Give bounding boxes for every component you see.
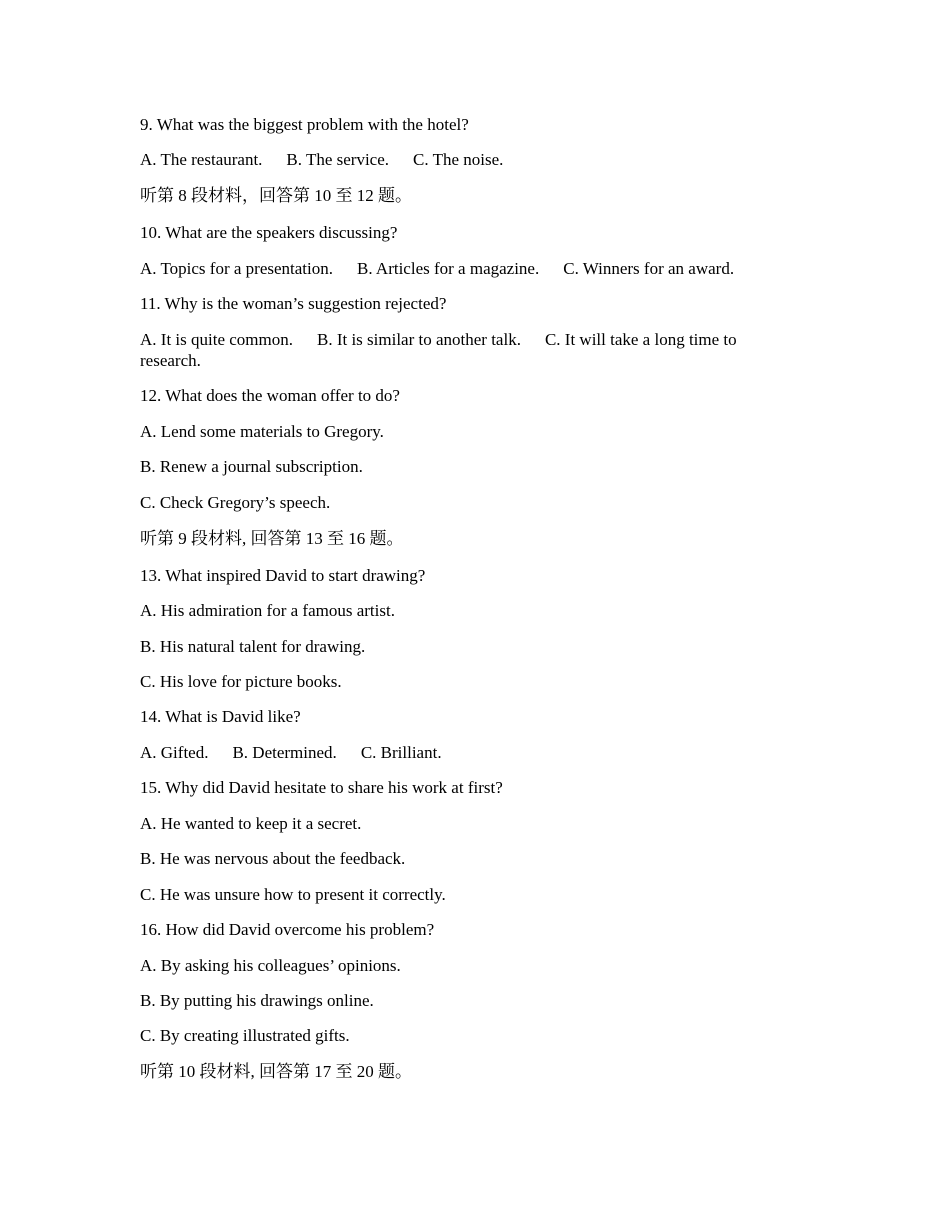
option-c: C. Winners for an award. bbox=[563, 259, 735, 278]
option-a: A. Gifted. bbox=[140, 743, 209, 762]
option-b: B. The service. bbox=[286, 150, 390, 169]
question-10: 10. What are the speakers discussing? bbox=[140, 223, 398, 242]
option-b: B. His natural talent for drawing. bbox=[140, 637, 366, 656]
option-a: A. It is quite common. bbox=[140, 330, 293, 349]
option-a: A. Lend some materials to Gregory. bbox=[140, 422, 384, 441]
question-9: 9. What was the biggest problem with the hotel? bbox=[140, 115, 469, 134]
option-b: B. Articles for a magazine. bbox=[357, 259, 540, 278]
question-14-options bbox=[140, 742, 442, 763]
question-14: 14. What is David like? bbox=[140, 707, 301, 726]
option-b: B. Renew a journal subscription. bbox=[140, 457, 363, 476]
option-a: A. Topics for a presentation. bbox=[140, 259, 334, 278]
option-c: C. It will take a long time to research. bbox=[140, 330, 737, 370]
option-c: C. Brilliant. bbox=[360, 743, 442, 762]
section-heading-8: 听第 8 段材料，回答第 10 至 12 题。 bbox=[140, 186, 412, 205]
option-b: B. By putting his drawings online. bbox=[140, 991, 374, 1010]
option-b: B. It is similar to another talk. bbox=[316, 330, 521, 349]
option-c: C. Check Gregory’s speech. bbox=[140, 493, 331, 512]
question-12: 12. What does the woman offer to do? bbox=[140, 386, 400, 405]
option-c: C. By creating illustrated gifts. bbox=[140, 1026, 350, 1045]
section-heading-9: 听第 9 段材料, 回答第 13 至 16 题。 bbox=[140, 529, 404, 548]
option-a: A. His admiration for a famous artist. bbox=[140, 601, 395, 620]
section-heading-10: 听第 10 段材料, 回答第 17 至 20 题。 bbox=[140, 1062, 412, 1081]
option-a: A. By asking his colleagues’ opinions. bbox=[140, 956, 401, 975]
option-c: C. The noise. bbox=[413, 150, 504, 169]
question-15: 15. Why did David hesitate to share his work at first? bbox=[140, 778, 503, 797]
option-a: A. He wanted to keep it a secret. bbox=[140, 814, 362, 833]
option-c: C. His love for picture books. bbox=[140, 672, 342, 691]
question-11-options bbox=[140, 329, 800, 371]
option-a: A. The restaurant. bbox=[140, 150, 263, 169]
question-11: 11. Why is the woman’s suggestion rejected? bbox=[140, 294, 447, 313]
question-10-options bbox=[140, 258, 734, 279]
option-b: B. Determined. bbox=[232, 743, 337, 762]
question-9-options bbox=[140, 149, 503, 170]
option-b: B. He was nervous about the feedback. bbox=[140, 849, 406, 868]
question-16: 16. How did David overcome his problem? bbox=[140, 920, 435, 939]
option-c: C. He was unsure how to present it correctly. bbox=[140, 885, 446, 904]
question-13: 13. What inspired David to start drawing? bbox=[140, 566, 426, 585]
